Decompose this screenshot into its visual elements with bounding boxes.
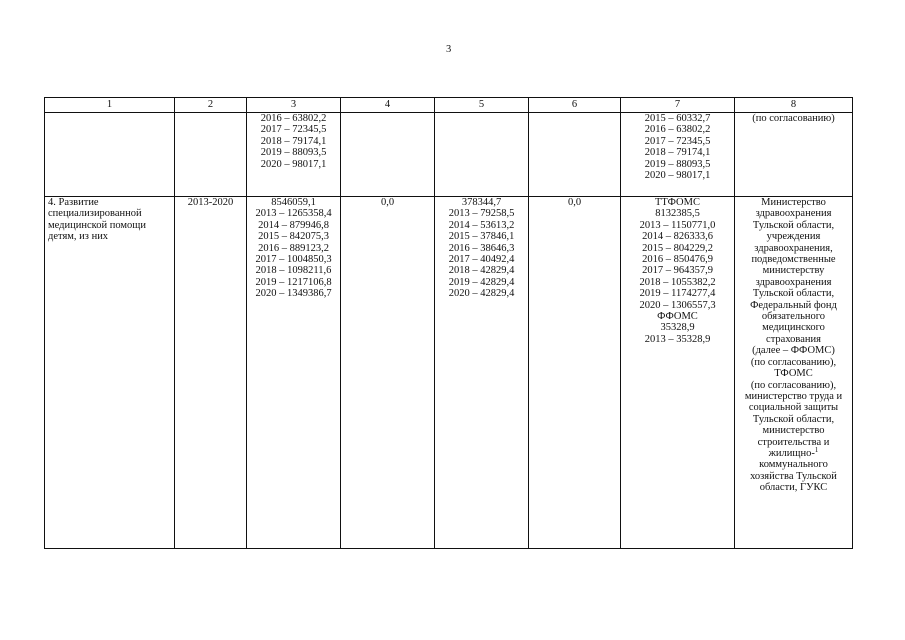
- executor-line: (по согласованию),: [750, 356, 837, 368]
- cell-federal-budget: 0,0: [341, 197, 435, 549]
- fund-name: ТТФОМС: [655, 197, 700, 208]
- year-amount: 2016 – 63802,2: [260, 113, 327, 124]
- row-4: [45, 197, 853, 549]
- column-number: 8: [735, 98, 853, 113]
- year-amount: 2018 – 1055382,2: [639, 276, 716, 288]
- activity-line: специализированной: [48, 208, 142, 220]
- year-amount: 2019 – 42829,4: [448, 276, 515, 288]
- cell-empty: [529, 113, 621, 197]
- year-amount: 2015 – 804229,2: [642, 242, 713, 254]
- cell-period: 2013-2020: [175, 197, 247, 549]
- executor-line: здравоохранения: [755, 276, 832, 288]
- executor-line-text: жилищно-: [768, 447, 815, 459]
- executor-line: учреждения: [766, 231, 821, 243]
- executor-line: (далее – ФФОМС): [752, 345, 835, 357]
- cell-activity-name: [45, 197, 175, 549]
- executor-line: здравоохранения: [755, 208, 832, 220]
- year-amount: 2016 – 38646,3: [448, 242, 515, 254]
- column-number: 6: [529, 98, 621, 113]
- year-amount: 2020 – 1349386,7: [255, 288, 332, 300]
- cell-total-funding: [247, 113, 341, 197]
- year-amount: 2020 – 42829,4: [448, 288, 515, 300]
- year-amount: 2013 – 1150771,0: [639, 219, 716, 231]
- executor-line: обязательного: [761, 311, 826, 323]
- executor-line: [738, 445, 849, 459]
- column-number: 7: [621, 98, 735, 113]
- year-amount: 2020 – 1306557,3: [639, 299, 716, 311]
- cell-empty: [45, 113, 175, 197]
- year-amount: 2019 – 1174277,4: [639, 288, 716, 300]
- executor-line: подведомственные: [751, 254, 836, 266]
- total-amount: 35328,9: [660, 322, 695, 334]
- total-amount: 378344,7: [461, 197, 502, 208]
- executor-line: строительства и: [757, 436, 830, 448]
- year-amount: 2013 – 35328,9: [644, 333, 711, 345]
- executor-line: министерству: [762, 265, 825, 277]
- activity-line: 4. Развитие: [48, 197, 99, 208]
- column-number: 1: [45, 98, 175, 113]
- year-amount: 2016 – 889123,2: [258, 242, 329, 254]
- year-amount: 2017 – 72345,5: [260, 124, 327, 136]
- program-table: [44, 97, 853, 549]
- year-amount: 2017 – 964357,9: [642, 265, 713, 277]
- executor-line: социальной защиты: [748, 402, 839, 414]
- cell-empty: [175, 113, 247, 197]
- executor-line: области, ГУКС: [759, 482, 828, 494]
- executor-line: Министерство: [761, 197, 826, 208]
- year-amount: 2015 – 37846,1: [448, 231, 515, 243]
- column-number: 4: [341, 98, 435, 113]
- year-amount: 2016 – 63802,2: [644, 124, 711, 136]
- page-number: 3: [446, 44, 452, 55]
- year-amount: 2019 – 88093,5: [644, 158, 711, 170]
- cell-total-funding: [247, 197, 341, 549]
- column-number: 5: [435, 98, 529, 113]
- year-amount: 2018 – 1098211,6: [255, 265, 332, 277]
- executor-line: (по согласованию): [752, 113, 835, 124]
- year-amount: 2018 – 42829,4: [448, 265, 515, 277]
- cell-executors: [735, 197, 853, 549]
- executor-line: хозяйства Тульской: [750, 470, 837, 482]
- executor-line: (по согласованию),: [750, 379, 837, 391]
- executor-line: министерство труда и: [744, 390, 843, 402]
- activity-line: медицинской помощи: [48, 219, 146, 231]
- executor-line: страхования: [766, 333, 821, 345]
- cell-fund-funding: [621, 113, 735, 197]
- executor-line: коммунального: [759, 459, 828, 471]
- executor-line: Тульской области,: [752, 413, 835, 425]
- year-amount: 2013 – 1265358,4: [255, 208, 332, 220]
- continued-row: [45, 113, 853, 197]
- executor-line: здравоохранения,: [754, 242, 833, 254]
- executor-line: Федеральный фонд: [750, 299, 837, 311]
- executor-line: министерство: [762, 425, 825, 437]
- column-number: 3: [247, 98, 341, 113]
- year-amount: 2017 – 72345,5: [644, 135, 711, 147]
- year-amount: 2015 – 842075,3: [258, 231, 329, 243]
- year-amount: 2015 – 60332,7: [644, 113, 711, 124]
- cell-fund-funding: [621, 197, 735, 549]
- year-amount: 2018 – 79174,1: [644, 147, 711, 159]
- year-amount: 2020 – 98017,1: [260, 158, 327, 170]
- year-amount: 2016 – 850476,9: [642, 254, 713, 266]
- cell-empty: [341, 113, 435, 197]
- total-amount: 8132385,5: [655, 208, 700, 220]
- footnote-mark: 1: [814, 445, 819, 454]
- executor-line: медицинского: [762, 322, 825, 334]
- cell-empty: [435, 113, 529, 197]
- cell-local-budget: 0,0: [529, 197, 621, 549]
- column-number: 2: [175, 98, 247, 113]
- year-amount: 2019 – 88093,5: [260, 147, 327, 159]
- column-number-row: [45, 98, 853, 113]
- year-amount: 2017 – 40492,4: [448, 254, 515, 266]
- year-amount: 2013 – 79258,5: [448, 208, 515, 220]
- cell-executors: [735, 113, 853, 197]
- year-amount: 2014 – 826333,6: [642, 231, 713, 243]
- year-amount: 2018 – 79174,1: [260, 135, 327, 147]
- executor-line: Тульской области,: [752, 219, 835, 231]
- total-amount: 8546059,1: [271, 197, 316, 208]
- year-amount: 2020 – 98017,1: [644, 170, 711, 182]
- executor-line: Тульской области,: [752, 288, 835, 300]
- cell-regional-budget: [435, 197, 529, 549]
- year-amount: 2014 – 879946,8: [258, 219, 329, 231]
- activity-line: детям, из них: [48, 231, 109, 243]
- year-amount: 2014 – 53613,2: [448, 219, 515, 231]
- executor-line: ТФОМС: [774, 368, 813, 380]
- year-amount: 2017 – 1004850,3: [255, 254, 332, 266]
- fund-name: ФФОМС: [657, 311, 698, 323]
- year-amount: 2019 – 1217106,8: [255, 276, 332, 288]
